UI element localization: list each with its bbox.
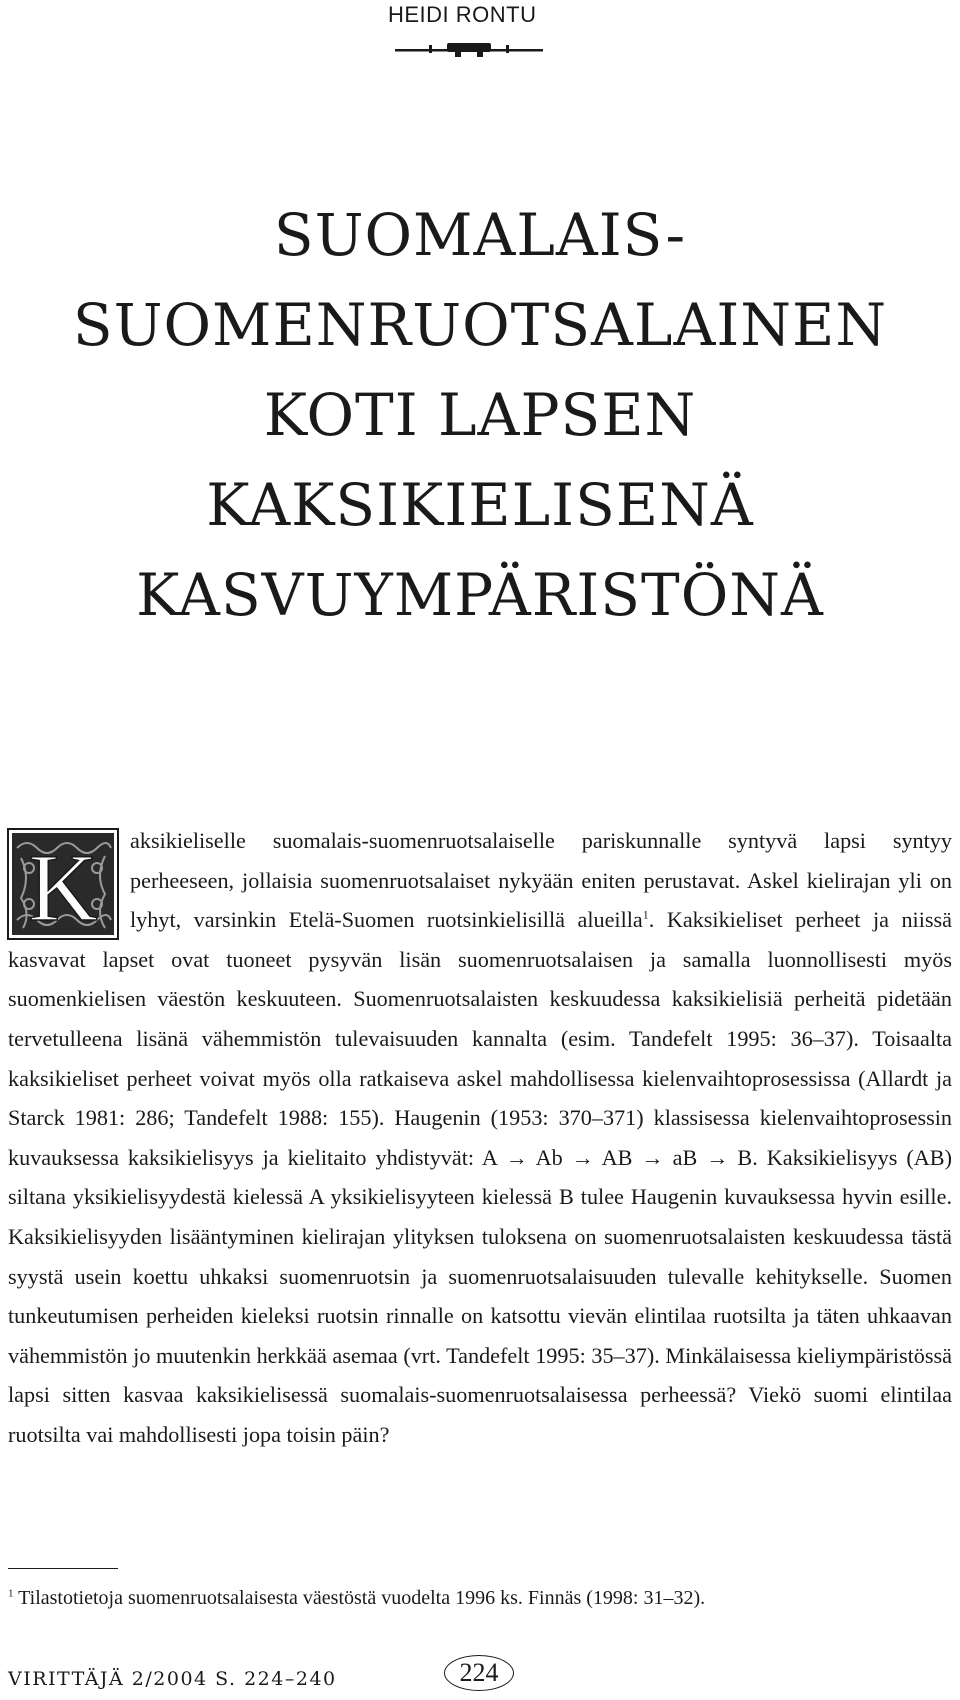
header-ornament: [395, 42, 543, 58]
footnote-divider: [8, 1568, 118, 1569]
article-body: [8, 821, 952, 1455]
author-name: HEIDI RONTU: [388, 2, 537, 27]
footnote-marker: 1: [8, 1587, 14, 1600]
body-text-segment: aksikieliselle suomalais-suomenruotsalaiselle pariskunnalle syntyvä lapsi syntyy perheeseen, jollaisia suomenruotsalaiset nykyään eniten perustavat. Askel kielirajan yli on lyhyt, varsinkin Etelä-Suomen ruotsinkielisillä alueilla: [130, 828, 952, 933]
footnote-text: Tilastotietoja suomenruotsalaisesta väestöstä vuodelta 1996 ks. Finnäs (1998: 31–32).: [13, 1587, 706, 1609]
body-text-segment: . Kaksikieliset perheet ja niissä kasvavat lapset ovat tuoneet pysyvän lisän suomenruotsalaisen ja samalla luonnollisesti myös suomenkielisen väestön keskuuteen. Suomenruotsalaisten keskuudessa kaksikielisiä perheitä pidetään tervetulleena lisänä vähemmistön tulevaisuuden kannalta (esim. Tandefelt 1995: 36–37). Toisaalta kaksikieliset perheet voivat myös olla ratkaiseva askel mahdollisessa kielenvaihtoprosessissa (Allardt ja Starck 1981: 286; Tandefelt 1988: 155). Haugenin (1953: 370–371) klassisessa kielenvaihtoprosessin kuvauksessa kaksikielisyys ja kielitaito yhdistyvät: A → Ab → AB → aB → B. Kaksikielisyys (AB) siltana yksikielisyydestä kielessä A yksikielisyyteen kielessä B tulee Haugenin kuvauksessa hyvin esille. Kaksikielisyyden lisääntyminen kielirajan ylityksen tuloksena on suomenruotsalaisten keskuudessa tästä syystä usein koettu uhkaksi suomenruotsin ja suomenruotsalaisuuden tulevalle kehitykselle. Suomen tunkeutumisen perheiden kieleksi ruotsin rinnalle on katsottu vievän elintilaa ruotsilta ja täten uhkaavan vähemmistön jo muutenkin herkkää asemaa (vrt. Tandefelt 1995: 35–37). Minkälaisessa kieliympäristössä lapsi sitten kasvaa kaksikielisessä suomalais-suomenruotsalaisessa perheessä? Viekö suomi elintilaa ruotsilta vai mahdollisesti jopa toisin päin?: [8, 907, 952, 1447]
title-line: KAKSIKIELISENÄ: [206, 471, 754, 539]
drop-cap-letter: K: [28, 834, 98, 940]
title-line: SUOMALAIS-: [273, 201, 687, 269]
drop-cap-spacer: [8, 821, 130, 935]
article-title: [0, 190, 960, 640]
title-line: SUOMENRUOTSALAINEN: [72, 291, 888, 359]
page-number: 224: [444, 1655, 514, 1691]
footnote-reference[interactable]: 1: [642, 907, 649, 922]
footnote: [8, 1585, 705, 1611]
title-line: KASVUYMPÄRISTÖNÄ: [136, 561, 824, 629]
journal-reference: VIRITTÄJÄ 2/2004 S. 224–240: [8, 1668, 337, 1690]
title-line: KOTI LAPSEN: [263, 381, 697, 449]
